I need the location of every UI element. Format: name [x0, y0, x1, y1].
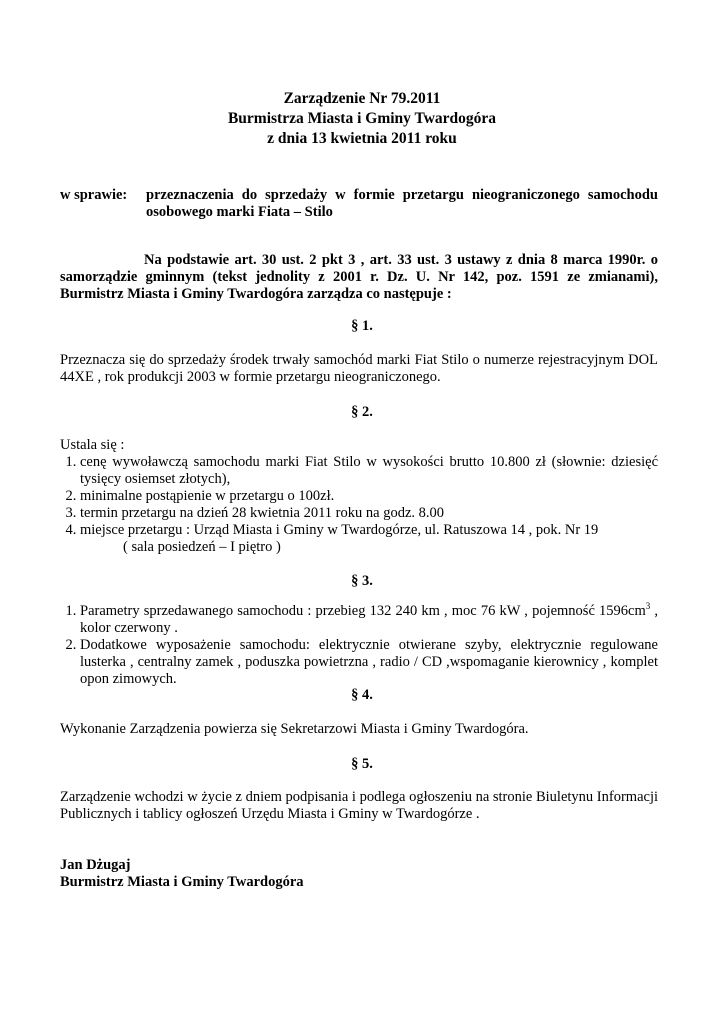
title-line-2: Burmistrza Miasta i Gminy Twardogóra: [227, 110, 497, 127]
param-text: Parametry sprzedawanego samochodu : przebieg 132 240 km , moc 76 kW , pojemność 1596cm: [80, 603, 646, 619]
section-2-body: [60, 437, 658, 556]
signature-block: [60, 857, 304, 891]
param-text-end: , kolor czerwony .: [80, 603, 658, 636]
list-item: 3. termin przetargu na dzień 28 kwietnia 2011 roku na godz. 8.00: [80, 505, 658, 522]
signature-role: Burmistrz Miasta i Gminy Twardogóra: [60, 874, 304, 890]
section-1-text: Przeznacza się do sprzedaży środek trwały samochód marki Fiat Stilo o numerze rejestracyjnym DOL 44XE , rok produkcji 2003 w formie przetargu nieograniczonego.: [60, 352, 658, 385]
signature-name: Jan Dżugaj: [60, 857, 131, 873]
legal-basis: Na podstawie art. 30 ust. 2 pkt 3 , art. 33 ust. 3 ustawy z dnia 8 marca 1990r. o samorządzie gminnym (tekst jednolity z 2001 r. Dz. U. Nr 142, poz. 1591 ze zmianami), Burmistrz Miasta i Gminy Twardogóra zarządza co następuje :: [60, 252, 658, 302]
section-2-list: [60, 454, 658, 556]
list-item-text: miejsce przetargu : Urząd Miasta i Gminy w Twardogórze, ul. Ratuszowa 14 , pok. Nr 19: [80, 522, 599, 538]
section-3-list: [60, 603, 658, 688]
section-3-heading: § 3.: [351, 573, 373, 589]
list-item: 1. cenę wywoławczą samochodu marki Fiat Stilo w wysokości brutto 10.800 zł (słownie: dziesięć tysięcy osiemset złotych),: [80, 454, 658, 488]
document-title: [0, 89, 724, 149]
list-item: [80, 522, 658, 556]
title-line-1: Zarządzenie Nr 79.2011: [283, 90, 441, 107]
section-2-intro: Ustala się :: [60, 437, 125, 453]
section-1-heading: § 1.: [351, 318, 373, 334]
subject-text: przeznaczenia do sprzedaży w formie przetargu nieograniczonego samochodu osobowego marki Fiata – Stilo: [146, 187, 658, 220]
section-2-heading: § 2.: [351, 404, 373, 420]
subject-block: [60, 187, 658, 221]
subject-label: w sprawie:: [60, 187, 128, 203]
section-5-text: Zarządzenie wchodzi w życie z dniem podpisania i podlega ogłoszeniu na stronie Biuletynu Informacji Publicznych i tablicy ogłoszeń Urzędu Miasta i Gminy w Twardogórze .: [60, 789, 658, 822]
list-item: [80, 603, 658, 637]
section-5-heading: § 5.: [351, 756, 373, 772]
section-3-body: [60, 603, 658, 688]
superscript: 3: [645, 601, 651, 612]
section-4-heading: § 4.: [351, 687, 373, 703]
list-item: 2. minimalne postąpienie w przetargu o 100zł.: [80, 488, 658, 505]
title-line-3: z dnia 13 kwietnia 2011 roku: [267, 130, 457, 147]
list-item: 2. Dodatkowe wyposażenie samochodu: elektrycznie otwierane szyby, elektrycznie regulowane lusterka , centralny zamek , poduszka powietrzna , radio / CD ,wspomaganie kierownicy , komplet opon zimowych.: [80, 637, 658, 688]
list-item-note: ( sala posiedzeń – I piętro ): [123, 539, 281, 555]
section-4-text: Wykonanie Zarządzenia powierza się Sekretarzowi Miasta i Gminy Twardogóra.: [60, 721, 529, 737]
